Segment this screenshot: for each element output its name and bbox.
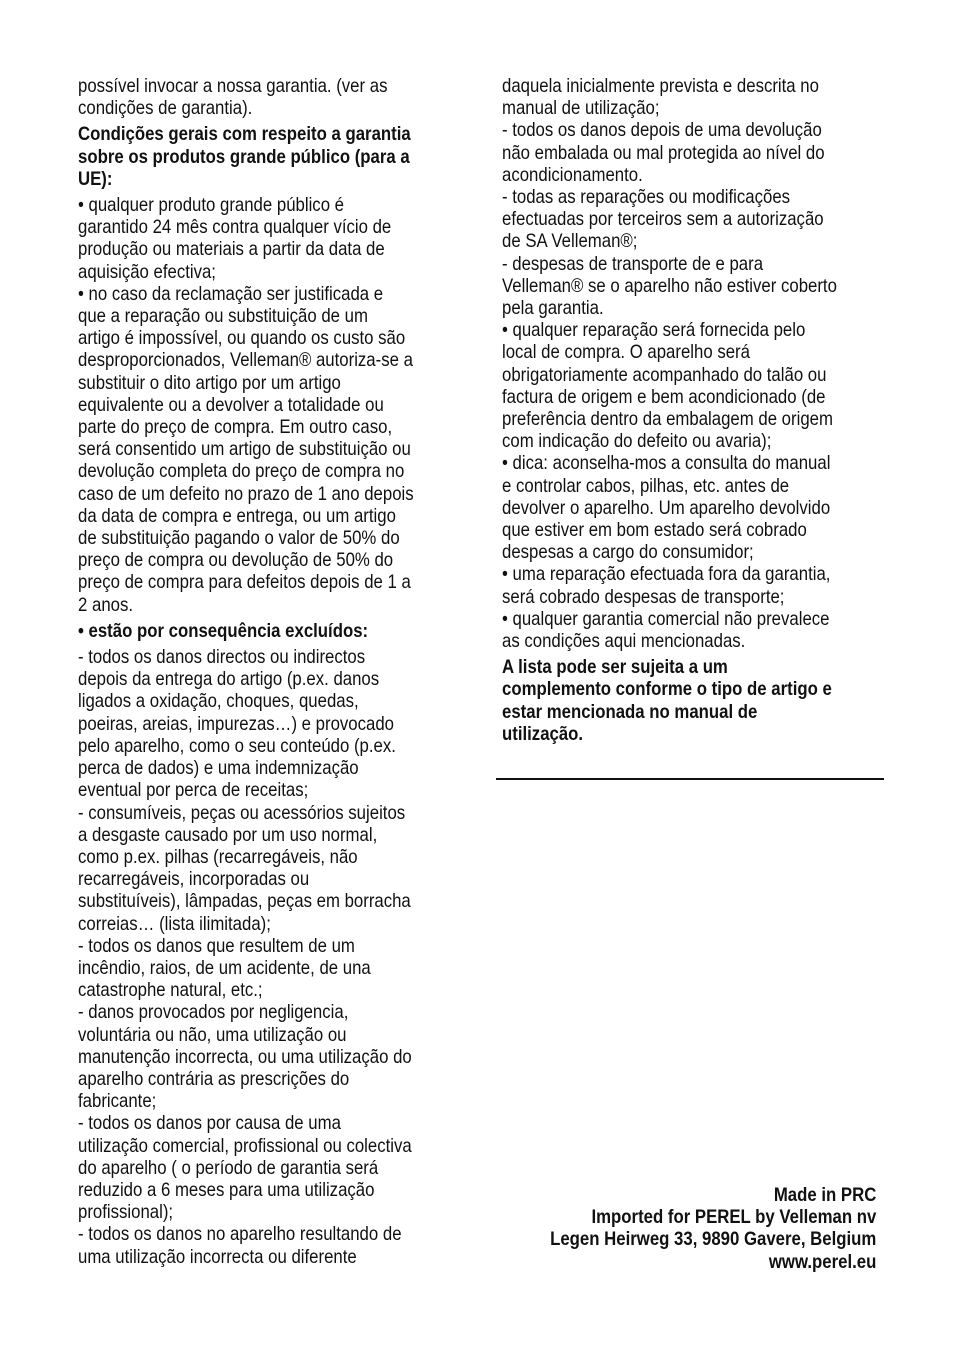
made-in-label: Made in PRC [773,1184,876,1206]
list-note: A lista pode ser sujeita a um complemento conforme o tipo de artigo e estar mencionada no manual de utilização. [502,656,832,745]
exclusions-heading: • estão por consequência excluídos: [78,619,369,642]
address-label: Legen Heirweg 33, 9890 Gavere, Belgium [549,1228,876,1251]
right-column [502,75,885,745]
exclusions-continued: daquela inicialmente prevista e descrita no manual de utilização; - todos os danos depois de uma devolução não embalada ou mal protegida ao nível do acondicionamento. - todas as reparações ou modificações efectuadas por terceiros sem a autorização de SA Velleman®; - despesas de transporte de e para Velleman® se o aparelho não estiver coberto pela garantia. • qualquer reparação será fornecida pelo local de compra. O aparelho será obrigatoriamente acompanhado do talão ou factura de origem e bem acondicionado (de preferência dentro da embalagem de origem com indicação do defeito ou avaria); • dica: aconselha-mos a consulta do manual e controlar cabos, pilhas, etc. antes de devolver o aparelho. Um aparelho devolvido que estiver em bom estado será cobrado despesas a cargo do consumidor; • uma reparação efectuada fora da garantia, será cobrado despesas de transporte; • qualquer garantia comercial não prevalece as condições aqui mencionadas. [502,75,837,653]
imprint-block [550,1184,876,1273]
intro-paragraph: possível invocar a nossa garantia. (ver as condições de garantia). [78,75,388,120]
exclusions-list: - todos os danos directos ou indirectos depois da entrega do artigo (p.ex. danos ligados a oxidação, choques, quedas, poeiras, areias, impurezas…) e provocado pelo aparelho, como o seu conteúdo (p.ex. perca de dados) e uma indemnização eventual por perca de receitas; - consumíveis, peças ou acessórios sujeitos a desgaste causado por um uso normal, como p.ex. pilhas (recarregáveis, não recarregáveis, incorporadas ou substituíveis), lâmpadas, peças em borracha correias… (lista ilimitada); - todos os danos que resultem de um incêndio, raios, de um acidente, de una catastrophe natural, etc.; - danos provocados por negligencia, voluntária ou não, uma utilização ou manutenção incorrecta, ou uma utilização do aparelho contrária as prescrições do fabricante; - todos os danos por causa de uma utilização comercial, profissional ou colectiva do aparelho ( o período de garantia será reduzido a 6 meses para uma utilização profissional); - todos os danos no aparelho resultando de uma utilização incorrecta ou diferente [78,646,412,1268]
warranty-terms-paragraph: • qualquer produto grande público é garantido 24 mês contra qualquer vício de produção ou materiais a partir da data de aquisição efectiva; • no caso da reclamação ser justificada e que a reparação ou substituição de um artigo é impossível, ou quando os custo são desproporcionados, Velleman® autoriza-se a substituir o dito artigo por um artigo equivalente ou a devolver a totalidade ou parte do preço de compra. Em outro caso, será consentido um artigo de substituição ou devolução completa do preço de compra no caso de um defeito no prazo de 1 ano depois da data de compra e entrega, ou um artigo de substituição pagando o valor de 50% do preço de compra ou devolução de 50% do preço de compra para defeitos depois de 1 a 2 anos. [78,194,414,616]
section-divider [496,778,884,780]
website-label: www.perel.eu [768,1250,876,1273]
importer-label: Imported for PEREL by Velleman nv [591,1206,876,1229]
left-column [78,75,456,1268]
warranty-conditions-heading: Condições gerais com respeito a garantia sobre os produtos grande público (para a UE): [78,123,411,190]
